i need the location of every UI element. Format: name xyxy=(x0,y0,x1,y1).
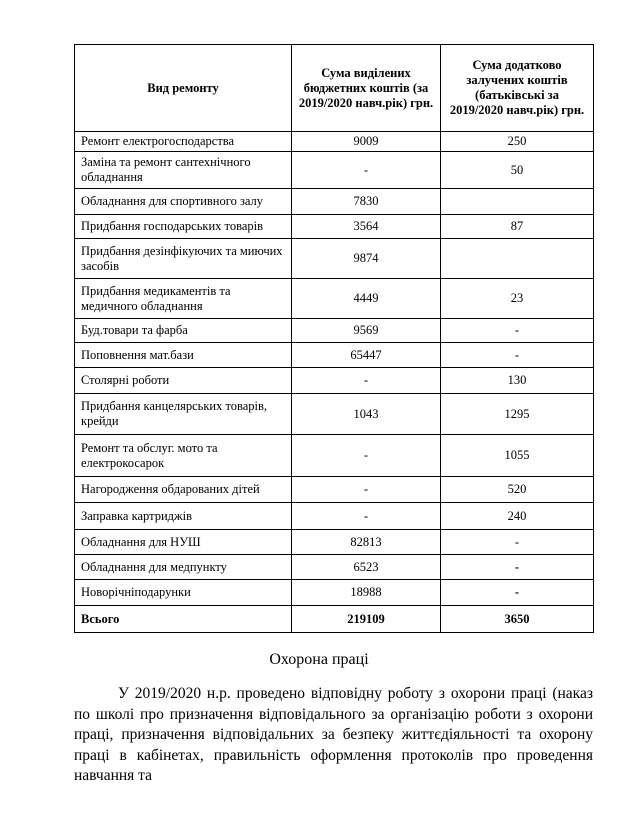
row-name: Ремонт та обслуг. мото та електрокосарок xyxy=(75,435,292,477)
row-budget: 9569 xyxy=(292,319,441,343)
table-row xyxy=(75,477,594,503)
row-extra: - xyxy=(441,343,594,368)
row-name: Придбання медикаментів та медичного обладнання xyxy=(75,279,292,319)
table-row xyxy=(75,555,594,580)
total-extra: 3650 xyxy=(441,606,594,633)
table-row xyxy=(75,152,594,189)
row-extra: 50 xyxy=(441,152,594,189)
row-extra: - xyxy=(441,319,594,343)
row-extra: 240 xyxy=(441,503,594,530)
table-row xyxy=(75,394,594,435)
table-total-row xyxy=(75,606,594,633)
table-row xyxy=(75,189,594,215)
row-name: Обладнання для спортивного залу xyxy=(75,189,292,215)
table-row xyxy=(75,343,594,368)
row-budget: - xyxy=(292,368,441,394)
row-budget: 9874 xyxy=(292,239,441,279)
body-paragraph: У 2019/2020 н.р. проведено відповідну роботу з охорони праці (наказ по школі про призначення відповідального за організацію роботи з охорони праці, призначення відповідальних за безпеку життєдіяльності та охорону праці в кабінетах, правильність оформлення протоколів про проведення навчання та xyxy=(74,685,593,784)
row-extra: 250 xyxy=(441,132,594,152)
row-name: Новорічніподарунки xyxy=(75,580,292,606)
row-extra: 87 xyxy=(441,215,594,239)
row-name: Заміна та ремонт сантехнічного обладнання xyxy=(75,152,292,189)
table-row xyxy=(75,503,594,530)
budget-table xyxy=(74,44,594,633)
header-budget: Сума виділених бюджетних коштів (за 2019/2020 навч.рік) грн. xyxy=(292,45,441,132)
row-extra xyxy=(441,189,594,215)
row-budget: - xyxy=(292,152,441,189)
header-extra: Сума додатково залучених коштів (батьківські за 2019/2020 навч.рік) грн. xyxy=(441,45,594,132)
row-extra: - xyxy=(441,555,594,580)
row-name: Заправка картриджів xyxy=(75,503,292,530)
row-name: Столярні роботи xyxy=(75,368,292,394)
row-extra: - xyxy=(441,530,594,555)
row-budget: 82813 xyxy=(292,530,441,555)
row-budget: - xyxy=(292,435,441,477)
row-extra xyxy=(441,239,594,279)
table-row xyxy=(75,435,594,477)
row-name: Придбання господарських товарів xyxy=(75,215,292,239)
row-name: Нагородження обдарованих дітей xyxy=(75,477,292,503)
row-name: Ремонт електрогосподарства xyxy=(75,132,292,152)
table-row xyxy=(75,580,594,606)
section-title: Охорона праці xyxy=(269,651,369,668)
row-budget: 1043 xyxy=(292,394,441,435)
row-name: Обладнання для НУШ xyxy=(75,530,292,555)
row-budget: 7830 xyxy=(292,189,441,215)
total-budget: 219109 xyxy=(292,606,441,633)
total-name: Всього xyxy=(75,606,292,633)
row-name: Поповнення мат.бази xyxy=(75,343,292,368)
row-name: Придбання дезінфікуючих та миючих засобів xyxy=(75,239,292,279)
row-extra: 1295 xyxy=(441,394,594,435)
table-row xyxy=(75,215,594,239)
row-name: Буд.товари та фарба xyxy=(75,319,292,343)
row-extra: - xyxy=(441,580,594,606)
table-header-row xyxy=(75,45,594,132)
row-budget: 65447 xyxy=(292,343,441,368)
table-row xyxy=(75,530,594,555)
row-budget: - xyxy=(292,503,441,530)
row-extra: 520 xyxy=(441,477,594,503)
header-type: Вид ремонту xyxy=(75,45,292,132)
row-budget: 4449 xyxy=(292,279,441,319)
table-row xyxy=(75,132,594,152)
table-row xyxy=(75,239,594,279)
row-budget: 18988 xyxy=(292,580,441,606)
row-budget: 3564 xyxy=(292,215,441,239)
table-row xyxy=(75,319,594,343)
table-row xyxy=(75,279,594,319)
row-name: Придбання канцелярських товарів, крейди xyxy=(75,394,292,435)
table-row xyxy=(75,368,594,394)
row-name: Обладнання для медпункту xyxy=(75,555,292,580)
row-extra: 1055 xyxy=(441,435,594,477)
row-extra: 23 xyxy=(441,279,594,319)
row-budget: - xyxy=(292,477,441,503)
row-budget: 9009 xyxy=(292,132,441,152)
row-budget: 6523 xyxy=(292,555,441,580)
row-extra: 130 xyxy=(441,368,594,394)
